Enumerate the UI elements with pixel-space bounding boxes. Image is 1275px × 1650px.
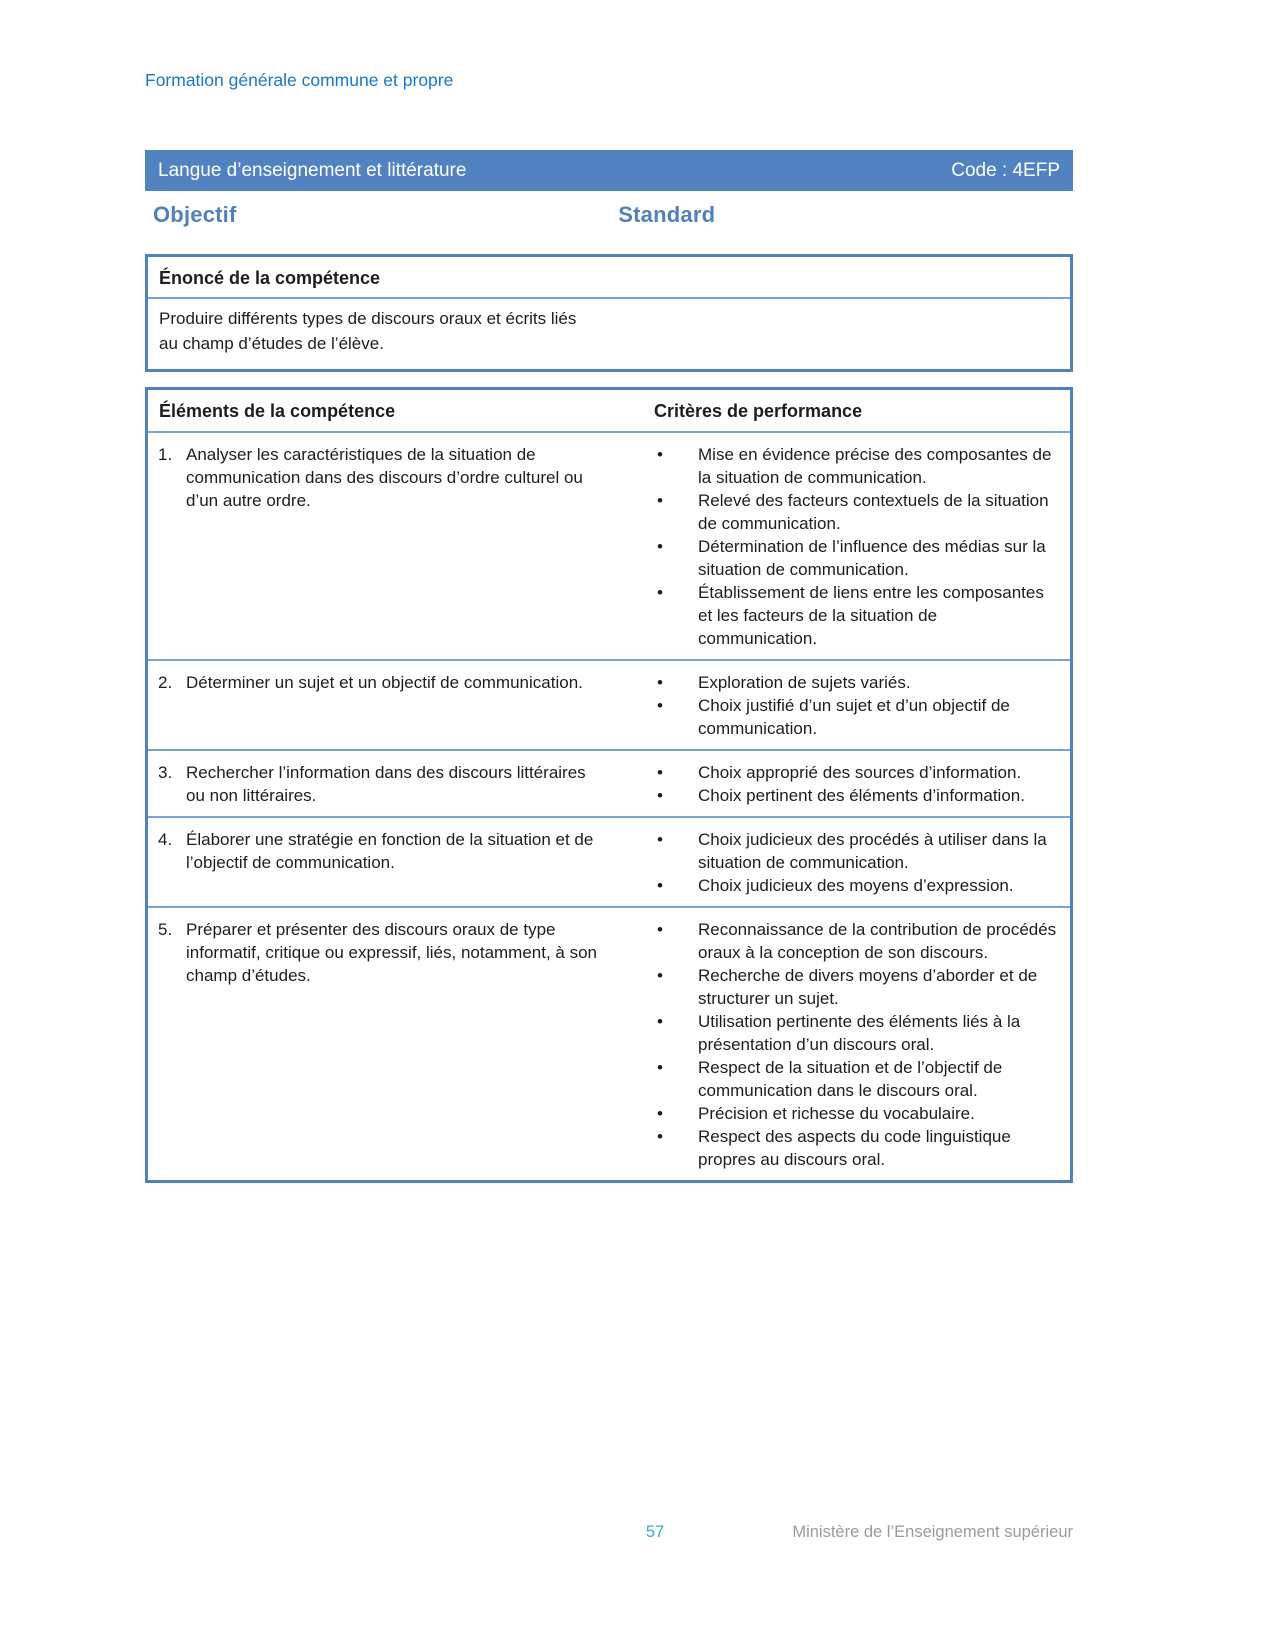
enonce-header: Énoncé de la compétence [148,257,1070,299]
criterion-item [653,874,1058,897]
element-text: Rechercher l’information dans des discours littéraires ou non littéraires. [186,763,586,805]
table-row [148,433,1070,661]
element-number: 4. [158,830,173,849]
competence-table-header [148,390,1070,433]
enonce-table [145,254,1073,372]
element-number: 5. [158,920,173,939]
element-text: Analyser les caractéristiques de la situation de communication dans des discours d’ordre culturel ou d’un autre ordre. [186,445,583,510]
criterion-item [653,671,1058,694]
criterion-item [653,535,1058,581]
criteria-list [653,443,1058,650]
element-cell [148,908,643,1180]
criteres-column-header: Critères de performance [654,401,863,421]
criterion-item [653,784,1058,807]
criterion-item [653,964,1058,1010]
criterion-text: Exploration de sujets variés. [698,673,911,692]
page-footer [0,1523,1275,1549]
criterion-text: Précision et richesse du vocabulaire. [698,1104,975,1123]
criterion-text: Choix approprié des sources d’information. [698,763,1022,782]
competence-table [145,387,1073,1183]
criterion-item [653,761,1058,784]
criteria-list [653,828,1058,897]
criterion-item [653,1102,1058,1125]
criterion-item [653,1125,1058,1171]
bullet-icon: • [657,537,663,556]
criterion-text: Utilisation pertinente des éléments liés à la présentation d’un discours oral. [698,1012,1021,1054]
criterion-item [653,581,1058,650]
criterion-text: Détermination de l’influence des médias sur la situation de communication. [698,537,1046,579]
bullet-icon: • [657,445,663,464]
element-text: Déterminer un sujet et un objectif de communication. [186,673,583,692]
bullet-icon: • [657,763,663,782]
bullet-icon: • [657,786,663,805]
criteria-cell [643,908,1070,1180]
standard-heading: Standard [618,202,716,227]
bullet-icon: • [657,673,663,692]
table-row [148,661,1070,751]
element-text: Préparer et présenter des discours oraux de type informatif, critique ou expressif, liés, notamment, à son champ d’études. [186,920,598,985]
table-row [148,751,1070,818]
criterion-text: Choix judicieux des moyens d’expression. [698,876,1014,895]
column-headings [145,202,1073,228]
page-content [145,0,1073,1183]
course-code: Code : 4EFP [951,159,1060,181]
criteria-list [653,918,1058,1171]
element-text: Élaborer une stratégie en fonction de la situation et de l’objectif de communication. [186,830,594,872]
criterion-text: Respect de la situation et de l’objectif de communication dans le discours oral. [698,1058,1003,1100]
bullet-icon: • [657,1104,663,1123]
element-cell [148,751,643,816]
element-cell [148,661,643,749]
bullet-icon: • [657,830,663,849]
document-section-header: Formation générale commune et propre [145,70,454,90]
criterion-text: Respect des aspects du code linguistique propres au discours oral. [698,1127,1011,1169]
criterion-text: Recherche de divers moyens d’aborder et de structurer un sujet. [698,966,1038,1008]
table-row [148,908,1070,1180]
criterion-item [653,1056,1058,1102]
criterion-item [653,443,1058,489]
criteria-list [653,761,1058,807]
bullet-icon: • [657,966,663,985]
bullet-icon: • [657,1127,663,1146]
competence-table-body [148,433,1070,1180]
criterion-text: Relevé des facteurs contextuels de la situation de communication. [698,491,1049,533]
criterion-item [653,489,1058,535]
criteria-cell [643,818,1070,906]
criterion-item [653,694,1058,740]
course-banner [145,150,1073,191]
criterion-text: Choix judicieux des procédés à utiliser dans la situation de communication. [698,830,1047,872]
page-number: 57 [645,1523,665,1541]
enonce-text: Produire différents types de discours oraux et écrits liés au champ d’études de l’élève. [159,309,577,353]
course-title: Langue d’enseignement et littérature [158,159,467,181]
bullet-icon: • [657,491,663,510]
bullet-icon: • [657,876,663,895]
criterion-item [653,918,1058,964]
bullet-icon: • [657,583,663,602]
bullet-icon: • [657,1012,663,1031]
criterion-text: Reconnaissance de la contribution de procédés oraux à la conception de son discours. [698,920,1057,962]
criteria-cell [643,661,1070,749]
criterion-item [653,828,1058,874]
bullet-icon: • [657,696,663,715]
bullet-icon: • [657,920,663,939]
elements-column-header: Éléments de la compétence [159,401,396,421]
objectif-heading: Objectif [153,202,237,227]
criteria-list [653,671,1058,740]
criterion-text: Choix pertinent des éléments d’information. [698,786,1025,805]
element-number: 1. [158,445,173,464]
bullet-icon: • [657,1058,663,1077]
criterion-text: Établissement de liens entre les composantes et les facteurs de la situation de communication. [698,583,1044,648]
criteria-cell [643,433,1070,659]
element-cell [148,433,643,659]
element-number: 2. [158,673,173,692]
criterion-text: Mise en évidence précise des composantes de la situation de communication. [698,445,1052,487]
element-number: 3. [158,763,173,782]
table-row [148,818,1070,908]
criterion-item [653,1010,1058,1056]
criteria-cell [643,751,1070,816]
enonce-body [148,299,1070,369]
criterion-text: Choix justifié d’un sujet et d’un objectif de communication. [698,696,1010,738]
element-cell [148,818,643,906]
ministry-label: Ministère de l’Enseignement supérieur [792,1523,1073,1541]
